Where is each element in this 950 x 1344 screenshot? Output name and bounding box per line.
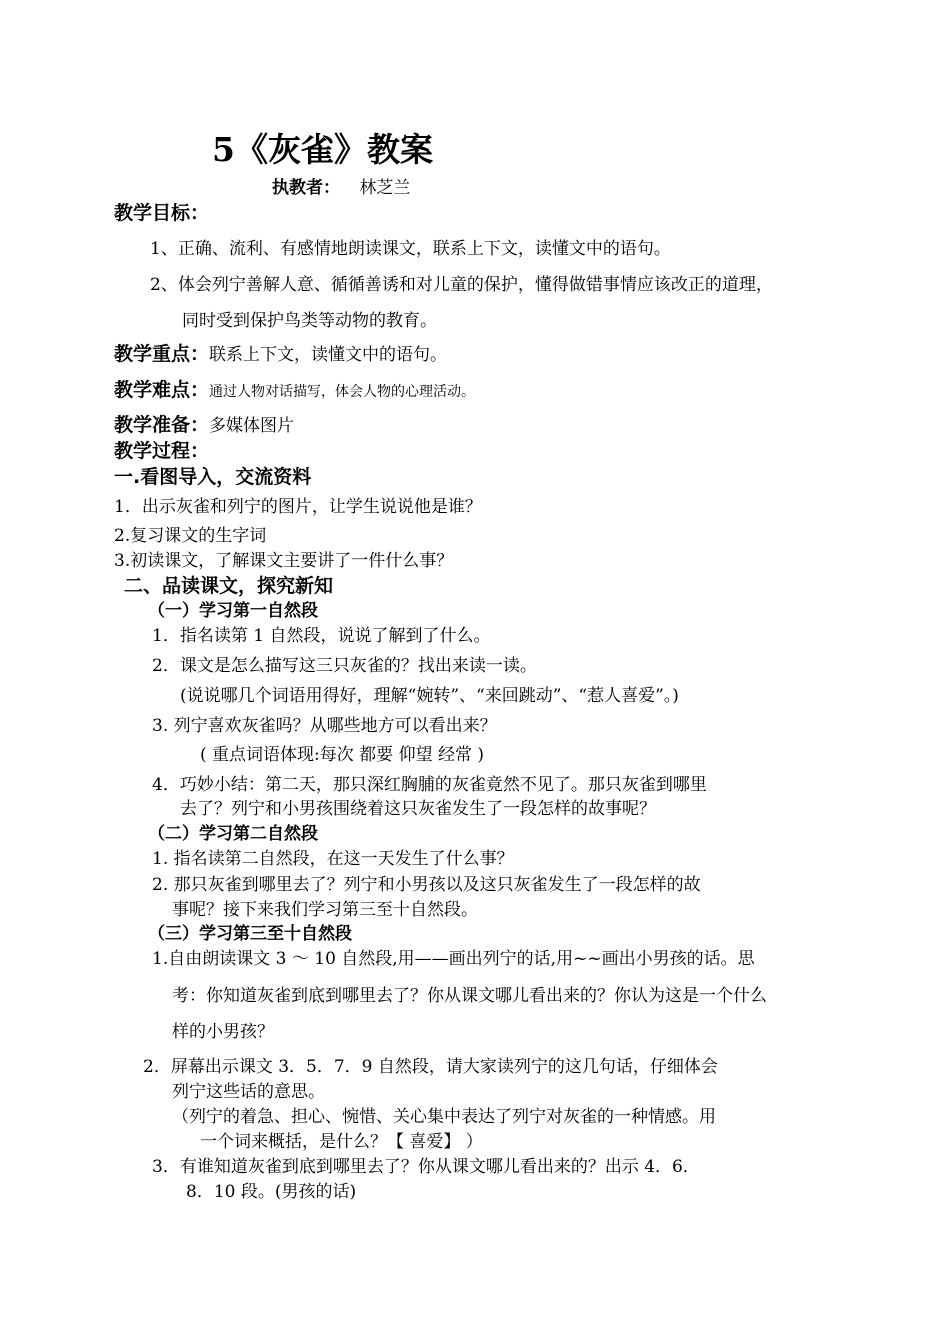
key-point-line [114, 343, 447, 366]
prep-line [114, 414, 294, 437]
teacher-line [272, 177, 410, 199]
sub3-item-1c: 样的小男孩？ [172, 1022, 274, 1042]
sub3-item-3a: 3．有谁知道灰雀到底到哪里去了？你从课文哪儿看出来的？出示 4．6． [152, 1157, 700, 1177]
sub3-item-2c: （列宁的着急、担心、惋惜、关心集中表达了列宁对灰雀的一种情感。用 [172, 1107, 716, 1127]
part1-heading: 一.看图导入，交流资料 [114, 466, 312, 488]
difficulty-line [114, 379, 475, 403]
part1-item-2: 2.复习课文的生字词 [114, 526, 267, 546]
sub1-item-3-note: ( 重点词语体现:每次 都要 仰望 经常 ) [200, 745, 485, 765]
sub1-item-3: 3. 列宁喜欢灰雀吗？从哪些地方可以看出来？ [152, 716, 497, 736]
sub1-item-4b: 去了？列宁和小男孩围绕着这只灰雀发生了一段怎样的故事呢？ [180, 799, 656, 819]
goal-item-2a: 2、体会列宁善解人意、循循善诱和对儿童的保护，懂得做错事情应该改正的道理， [150, 275, 773, 295]
teacher-label: 执教者： [272, 178, 340, 198]
part1-item-3: 3.初读课文，了解课文主要讲了一件什么事？ [114, 551, 454, 571]
difficulty-label: 教学难点： [114, 379, 210, 401]
key-point-text: 联系上下文，读懂文中的语句。 [209, 345, 448, 365]
prep-label: 教学准备： [114, 414, 210, 436]
part1-item-1: 1．出示灰雀和列宁的图片，让学生说说他是谁？ [114, 497, 482, 517]
sub3-item-1a: 1.自由朗读课文 3 ～ 10 自然段,用——画出列宁的话,用~~画出小男孩的话。思 [152, 949, 755, 969]
sub3-item-2d: 一个词来概括，是什么？【 喜爱】 ） [200, 1132, 483, 1152]
key-point-label: 教学重点： [114, 343, 210, 365]
part2-heading: 二、品读课文，探究新知 [124, 575, 334, 597]
sub2-heading: （二）学习第二自然段 [148, 824, 318, 844]
sub3-item-1b: 考：你知道灰雀到底到哪里去了？你从课文哪儿看出来的？你认为这是一个什么 [172, 986, 767, 1006]
goals-heading: 教学目标： [114, 202, 210, 224]
goal-item-1: 1、正确、流利、有感情地朗读课文，联系上下文，读懂文中的语句。 [150, 239, 671, 259]
sub1-heading: （一）学习第一自然段 [148, 601, 318, 621]
sub3-item-3b: 8．10 段。(男孩的话) [186, 1182, 357, 1202]
teacher-name: 林芝兰 [359, 178, 411, 198]
sub2-item-1: 1. 指名读第二自然段，在这一天发生了什么事？ [152, 849, 514, 869]
difficulty-text: 通过人物对话描写，体会人物的心理活动。 [209, 384, 476, 400]
sub1-item-2-note: (说说哪几个词语用得好，理解“婉转”、“来回跳动”、“惹人喜爱”。) [180, 686, 679, 706]
sub3-item-2a: 2．屏幕出示课文 3．5．7．9 自然段，请大家读列宁的这几句话，仔细体会 [143, 1057, 718, 1077]
sub1-item-4a: 4．巧妙小结：第二天，那只深红胸脯的灰雀竟然不见了。那只灰雀到哪里 [152, 775, 707, 795]
sub3-item-2b: 列宁这些话的意思。 [172, 1082, 325, 1102]
sub1-item-2: 2．课文是怎么描写这三只灰雀的？找出来读一读。 [152, 656, 537, 676]
sub1-item-1: 1．指名读第 1 自然段，说说了解到了什么。 [152, 626, 491, 646]
sub2-item-2b: 事呢？接下来我们学习第三至十自然段。 [172, 900, 478, 920]
goal-item-2b: 同时受到保护鸟类等动物的教育。 [182, 311, 437, 331]
process-heading: 教学过程： [114, 440, 210, 462]
page-title: 5《灰雀》教案 [212, 130, 433, 169]
sub2-item-2a: 2. 那只灰雀到哪里去了？列宁和小男孩以及这只灰雀发生了一段怎样的故 [152, 875, 701, 895]
prep-text: 多媒体图片 [209, 416, 295, 436]
sub3-heading: （三）学习第三至十自然段 [148, 924, 352, 944]
